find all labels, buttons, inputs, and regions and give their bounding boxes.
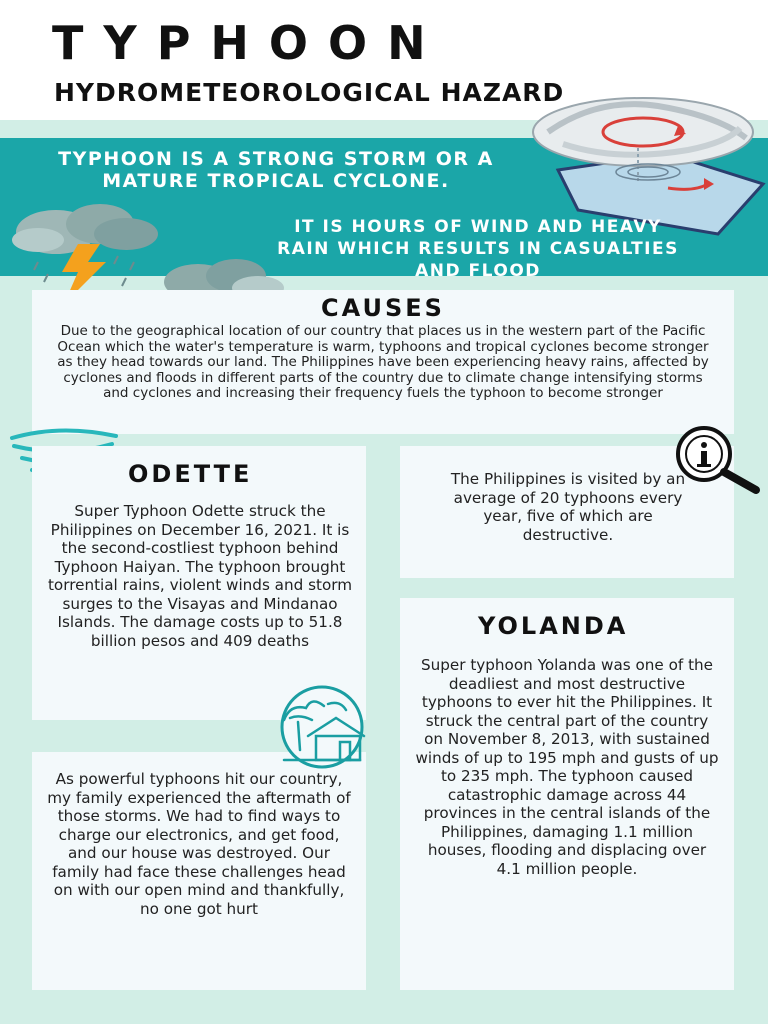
yolanda-card: [400, 598, 734, 990]
causes-heading: CAUSES: [321, 294, 445, 322]
house-storm-icon: [254, 684, 390, 770]
odette-card: [32, 446, 366, 720]
definition-line-2: IT IS HOURS OF WIND AND HEAVY RAIN WHICH RESULTS IN CASUALTIES AND FLOOD: [277, 217, 679, 281]
odette-heading: ODETTE: [128, 460, 253, 488]
causes-body: Due to the geographical location of our country that places us in the western part of the Pacific Ocean which the water's temperature is warm, typhoons and tropical cyclones become stronger as they head towards our land. The Philippines have been experiencing heavy rains, affected by cyclones and floods in different parts of the country due to climate change intensifying storms and cyclones and increasing their frequency fuels the typhoon to become stronger: [57, 323, 709, 402]
experience-card: [32, 752, 366, 990]
info-magnifier-icon: [656, 424, 768, 496]
experience-body: As powerful typhoons hit our country, my family experienced the aftermath of those storms. We had to find ways to charge our electronics, and get food, and our house was destroyed. Our family had face these challenges head on with our open mind and thankfully, no one got hurt: [47, 770, 351, 918]
causes-card: [32, 290, 734, 434]
yolanda-heading: YOLANDA: [478, 612, 629, 640]
odette-body: Super Typhoon Odette struck the Philippines on December 16, 2021. It is the second-costliest typhoon behind Typhoon Haiyan. The typhoon brought torrential rains, violent winds and storm surges to the Visayas and Mindanao Islands. The damage costs up to 51.8 billion pesos and 409 deaths: [47, 502, 353, 650]
page-subtitle: HYDROMETEOROLOGICAL HAZARD: [54, 78, 565, 107]
page-title: TYPHOON: [52, 16, 446, 70]
definition-line-1: TYPHOON IS A STRONG STORM OR A MATURE TROPICAL CYCLONE.: [58, 148, 494, 192]
yolanda-body: Super typhoon Yolanda was one of the deadliest and most destructive typhoons to ever hit the Philippines. It struck the central part of the country on November 8, 2013, with sustained winds of up to 195 mph and gusts of up to 235 mph. The typhoon caused catastrophic damage across 44 provinces in the central islands of the Philippines, damaging 1.1 million houses, flooding and displacing over 4.1 million people.: [415, 656, 719, 878]
fact-body: The Philippines is visited by an average of 20 typhoons every year, five of which are destructive.: [450, 470, 686, 544]
